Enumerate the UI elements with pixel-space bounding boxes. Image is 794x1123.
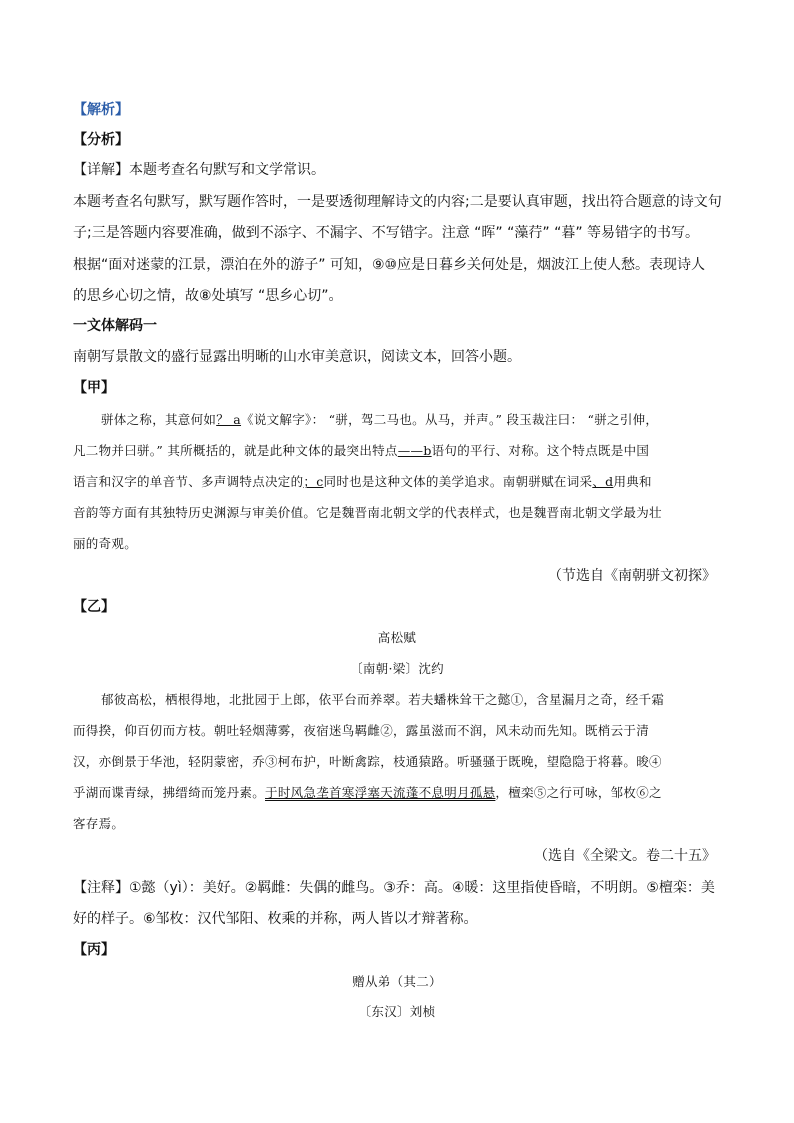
xiangjie-line: 【详解】本题考查名句默写和文学常识。 bbox=[73, 162, 325, 178]
yi-text: 乎湖而谍青绿，拂缙绮而笼丹素。 bbox=[73, 785, 266, 800]
yi-line-4 bbox=[73, 783, 744, 803]
jia-text: 同时也是这种文体的美学追求。南朝骈赋在词采 bbox=[323, 474, 593, 489]
section-title: 一文体解码一 bbox=[73, 318, 157, 334]
bing-label: 【丙】 bbox=[73, 942, 115, 958]
yi-line-2: 而得揆，仰百仞而方枝。朝吐轻烟薄雾，夜宿迷鸟羁雌②，露虽滋而不润，风未动而先知。既梢云于清 bbox=[73, 723, 650, 738]
bing-title: 赠从弟（其二） bbox=[352, 974, 442, 989]
yi-text: ，檀栾⑤之行可咏，邹枚⑥之 bbox=[495, 785, 662, 800]
yi-source: （选自《全梁文。卷二十五》 bbox=[534, 848, 716, 864]
jia-text: 语言和汉字的单音节、多声调特点决定的 bbox=[73, 474, 304, 489]
yi-label: 【乙】 bbox=[73, 599, 115, 615]
yi-line-1: 郁彼高松，栖根得地，北批园于上郎，依平台而养翠。若夫蟠株耸干之懿①，含星漏月之奇，经千霜 bbox=[101, 692, 665, 707]
analysis-line-1: 本题考查名句默写，默写题作答时，一是要透彻理解诗文的内容;二是要认真审题，找出符合题意的诗文句 bbox=[73, 194, 722, 210]
section-intro: 南朝写景散文的盛行显露出明晰的山水审美意识，阅读文本，回答小题。 bbox=[73, 349, 521, 365]
jia-text: 语句的平行、对称。这个特点既是中国 bbox=[431, 443, 650, 458]
analysis-line-4: 的思乡心切之情，故⑧处填写 “思乡心切”。 bbox=[73, 288, 343, 304]
jia-label: 【甲】 bbox=[73, 380, 115, 396]
bing-author: 〔东汉〕刘桢 bbox=[358, 1004, 436, 1019]
yi-author: 〔南朝·梁〕沈约 bbox=[350, 661, 444, 676]
blank-a: ？ a bbox=[216, 412, 242, 427]
jia-text: 用典和 bbox=[613, 474, 652, 489]
jia-line-4: 音韵等方面有其独特历史渊源与审美价值。它是魏晋南北朝文学的代表样式，也是魏晋南北朝文学最为壮 bbox=[73, 505, 662, 520]
fenxi-label: 【分析】 bbox=[73, 132, 129, 148]
jia-text: 骈体之称，其意何如 bbox=[101, 412, 217, 427]
jia-line-1 bbox=[73, 410, 744, 430]
jia-line-2 bbox=[73, 441, 744, 461]
jia-text: 凡二物并曰骈。” 其所概括的，就是此种文体的最突出特点 bbox=[73, 443, 398, 458]
yi-line-5: 客存焉。 bbox=[73, 816, 125, 831]
jia-line-3 bbox=[73, 472, 744, 492]
yi-line-3: 汉，亦倒景于华池，轻阴蒙密，乔③柯布护，叶断禽踪，枝通猿路。听骚骚于既晚，望隐隐于将暮。晙④ bbox=[73, 754, 662, 769]
notes-line-2: 好的样子。⑥邹枚：汉代邹阳、枚乘的并称，两人皆以才辩著称。 bbox=[73, 911, 478, 927]
yi-underlined-sentence: 于时风急垄首寒浮塞天流蓬不息明月孤悬 bbox=[265, 785, 496, 800]
analysis-line-3: 根据“面对迷蒙的江景，漂泊在外的游子” 可知，⑨⑩应是日暮乡关何处是，烟波江上使人愁。表现诗人 bbox=[73, 257, 706, 273]
yi-title: 高松赋 bbox=[377, 630, 417, 645]
jiexi-label: 【解析】 bbox=[73, 102, 129, 118]
blank-c: ；c bbox=[303, 474, 324, 489]
blank-d: 、d bbox=[592, 474, 614, 489]
jia-text: 《说文解字》： “骈，驾二马也。从马，并声。” 段玉裁注曰： “骈之引伸， bbox=[241, 412, 659, 427]
analysis-line-2: 子;三是答题内容要准确，做到不添字、不漏字、不写错字。注意 “晖” “藻荇” “暮” 等易错字的书写。 bbox=[73, 225, 700, 241]
blank-b: ——b bbox=[397, 443, 432, 458]
jia-line-5: 丽的奇观。 bbox=[73, 536, 138, 551]
notes-line-1: 【注释】①懿（yì）：美好。②羁雌：失偶的雌鸟。③乔：高。④暖：这里指使昏暗，不明朗。⑤檀栾：美 bbox=[73, 880, 715, 896]
jia-source: （节选自《南朝骈文初探》 bbox=[548, 568, 716, 584]
